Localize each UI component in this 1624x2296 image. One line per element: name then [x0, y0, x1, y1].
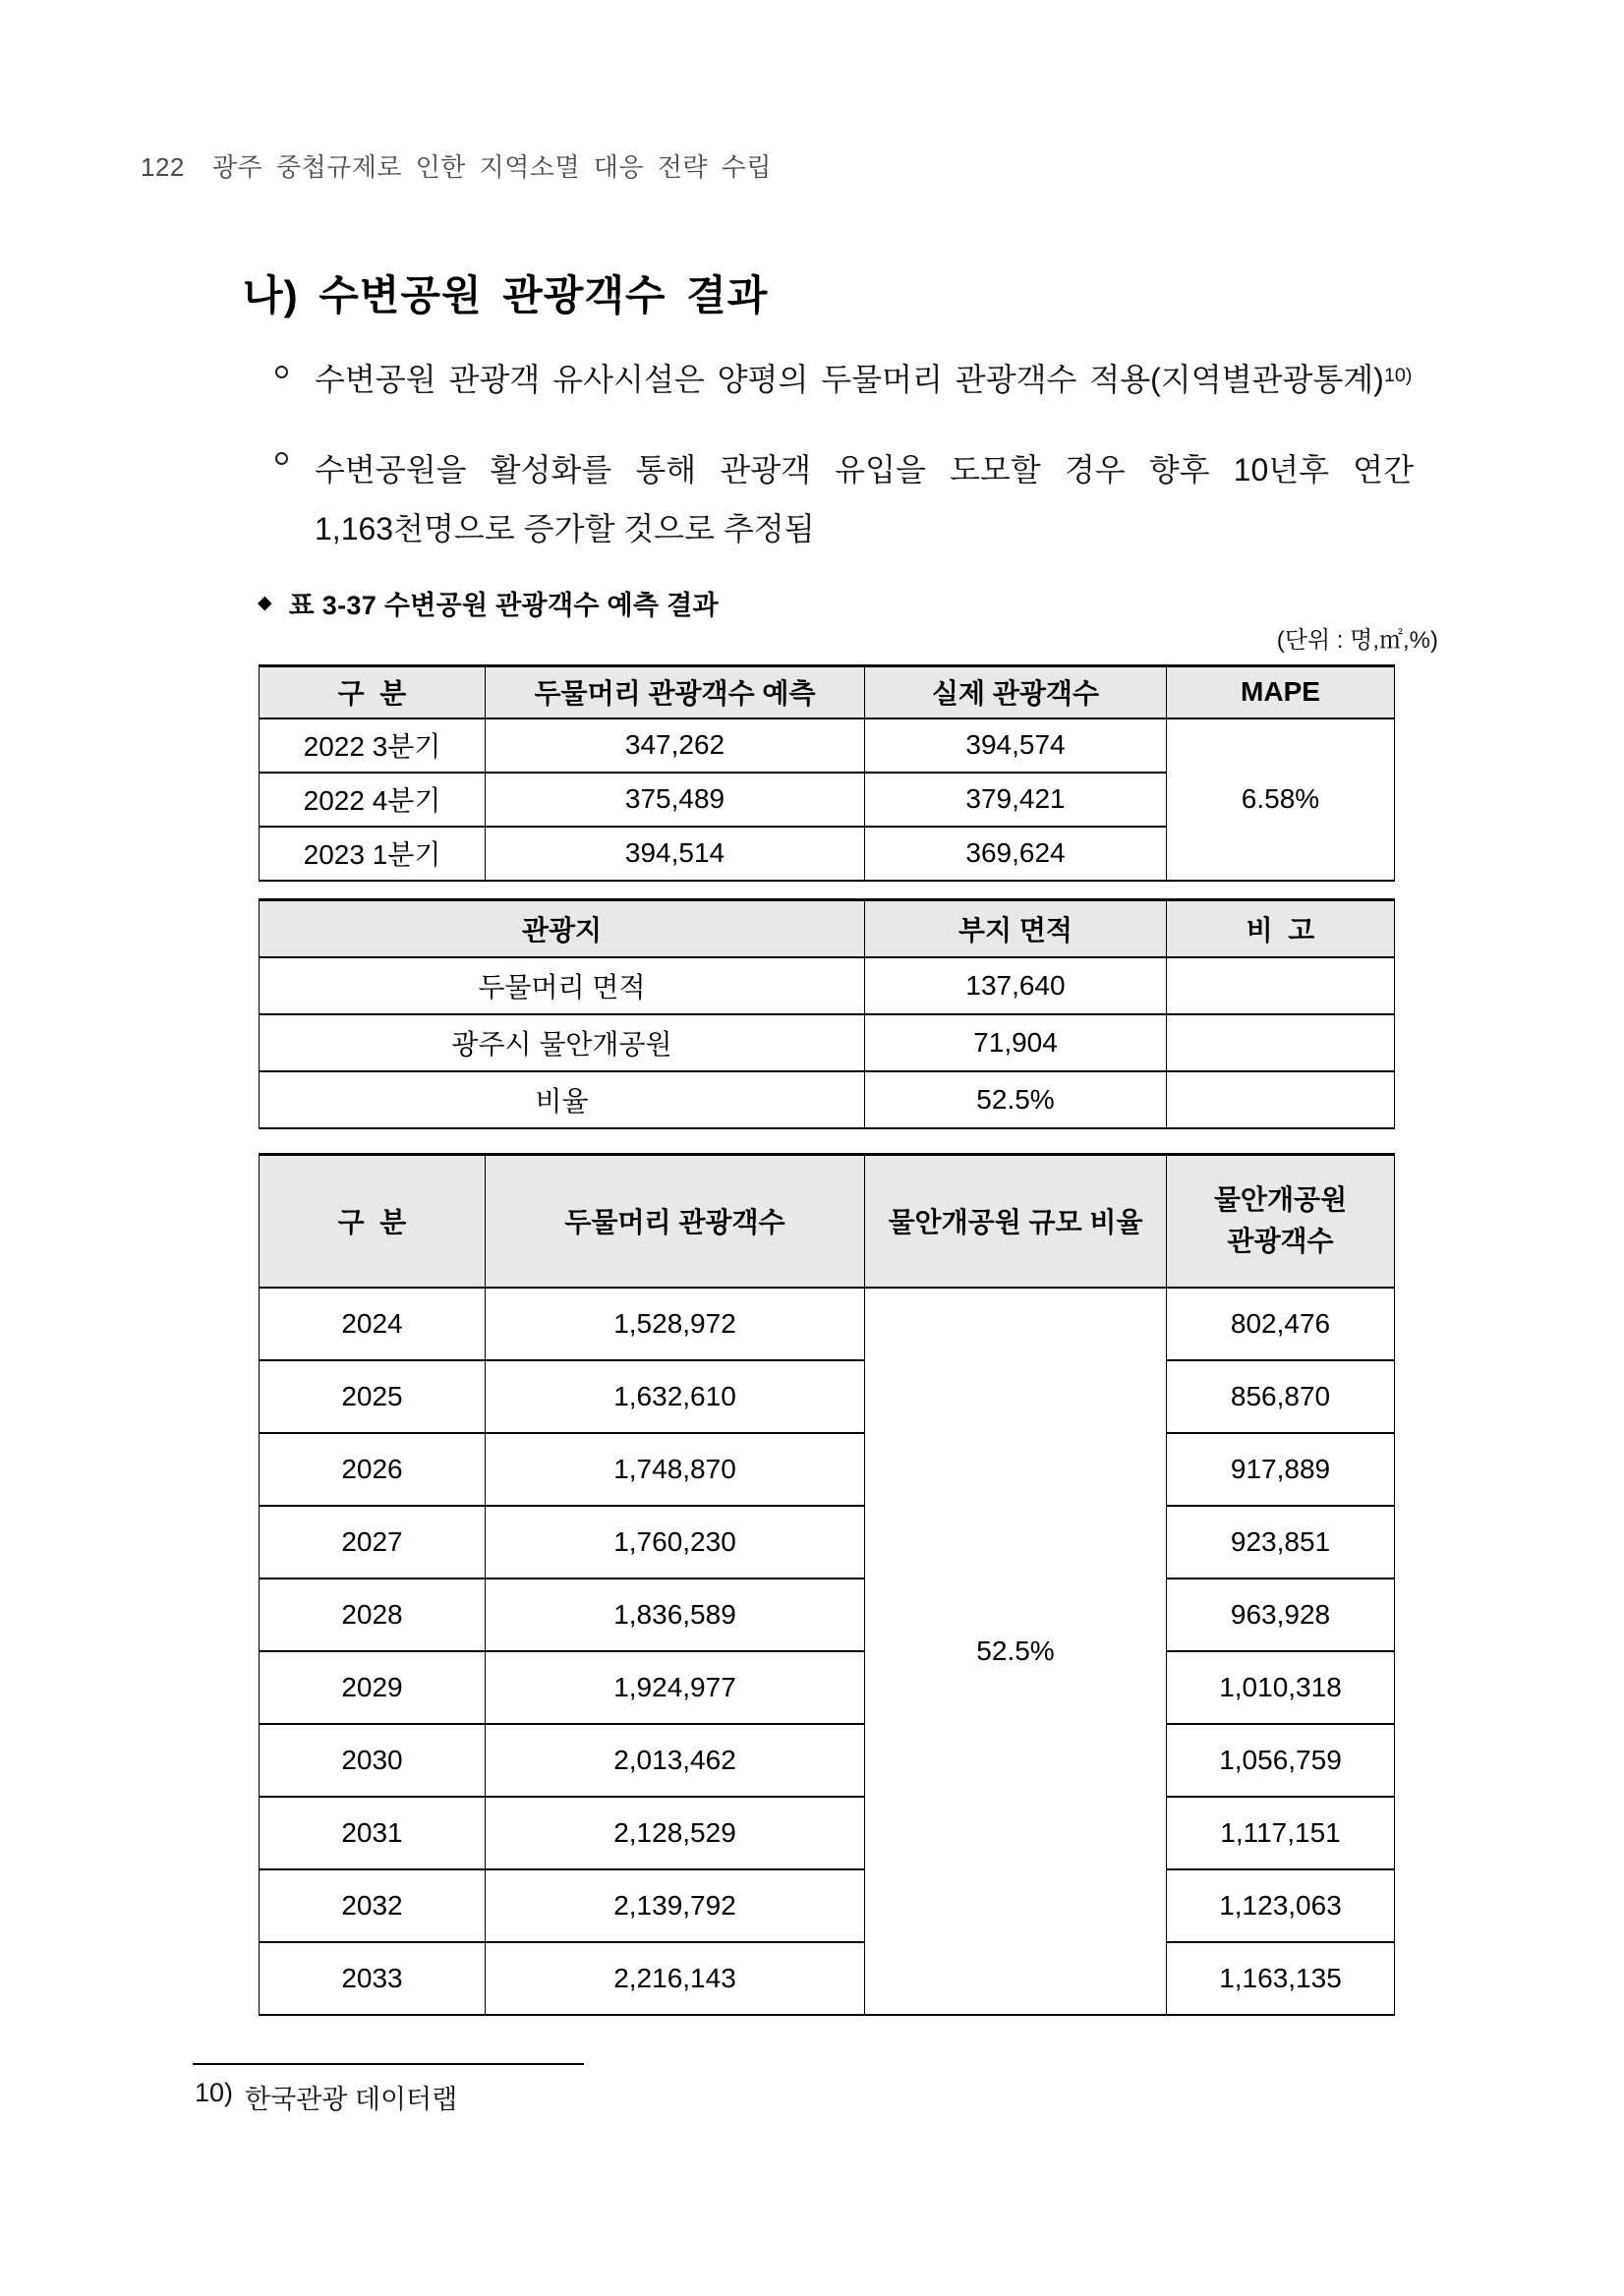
cell-mape-merged: 6.58% [1167, 718, 1395, 881]
cell-site: 비율 [260, 1071, 865, 1128]
cell-year: 2031 [260, 1797, 486, 1869]
cell-dumulmeori: 2,139,792 [486, 1869, 865, 1942]
cell-area: 71,904 [865, 1014, 1167, 1071]
cell-year: 2028 [260, 1578, 486, 1651]
col-header-site: 관광지 [260, 900, 865, 957]
table-row [260, 957, 1395, 1014]
footnote [195, 2078, 457, 2116]
cell-forecast: 347,262 [486, 718, 865, 773]
table-caption [258, 584, 719, 622]
table-row [260, 1869, 1395, 1942]
table-visitor-projection [259, 1153, 1395, 2016]
cell-dumulmeori: 1,748,870 [486, 1433, 865, 1506]
bullet-text [315, 440, 1414, 558]
table-row [260, 718, 1395, 773]
bullet-item [275, 354, 1413, 401]
table-row [260, 1360, 1395, 1433]
cell-period: 2022 4분기 [260, 773, 486, 827]
unit-note: (단위 : 명,㎡,%) [1276, 627, 1438, 654]
col-header-ratio: 물안개공원 규모 비율 [865, 1155, 1167, 1288]
cell-year: 2027 [260, 1506, 486, 1578]
header-line-2: 관광객수 [1227, 1226, 1334, 1257]
cell-period: 2022 3분기 [260, 718, 486, 773]
cell-year: 2024 [260, 1288, 486, 1360]
col-header-forecast: 두물머리 관광객수 예측 [486, 666, 865, 718]
cell-year: 2026 [260, 1433, 486, 1506]
cell-ratio-merged: 52.5% [865, 1288, 1167, 2015]
cell-year: 2032 [260, 1869, 486, 1942]
table-row [260, 1724, 1395, 1797]
running-header [141, 147, 772, 184]
section-title: 나) 수변공원 관광객수 결과 [243, 272, 769, 318]
cell-forecast: 375,489 [486, 773, 865, 827]
cell-site: 광주시 물안개공원 [260, 1014, 865, 1071]
cell-site: 두물머리 면적 [260, 957, 865, 1014]
col-header-category: 구 분 [260, 666, 486, 718]
cell-period: 2023 1분기 [260, 827, 486, 881]
cell-dumulmeori: 1,632,610 [486, 1360, 865, 1433]
col-header-remark: 비 고 [1167, 900, 1395, 957]
table-row [260, 1288, 1395, 1360]
cell-park-visitors: 917,889 [1167, 1433, 1395, 1506]
table-row [260, 1578, 1395, 1651]
table-row [260, 1071, 1395, 1128]
cell-park-visitors: 923,851 [1167, 1506, 1395, 1578]
table-row [260, 1797, 1395, 1869]
cell-year: 2033 [260, 1942, 486, 2015]
cell-forecast: 394,514 [486, 827, 865, 881]
cell-park-visitors: 1,056,759 [1167, 1724, 1395, 1797]
cell-dumulmeori: 1,924,977 [486, 1651, 865, 1724]
header-line-1: 물안개공원 [1213, 1184, 1348, 1216]
table-row [260, 1014, 1395, 1071]
table-row [260, 1651, 1395, 1724]
cell-park-visitors: 1,117,151 [1167, 1797, 1395, 1869]
bullet-item [275, 440, 1414, 558]
bullet-circle-icon [275, 452, 288, 465]
cell-dumulmeori: 1,528,972 [486, 1288, 865, 1360]
diamond-icon: ◆ [258, 593, 272, 613]
col-header-mape: MAPE [1167, 666, 1395, 718]
footnote-reference: 10) [1383, 365, 1413, 386]
col-header-dumulmeori: 두물머리 관광객수 [486, 1155, 865, 1288]
table-site-area [259, 898, 1395, 1129]
cell-park-visitors: 1,123,063 [1167, 1869, 1395, 1942]
cell-remark [1167, 1071, 1395, 1128]
footnote-text: 한국관광 데이터랩 [245, 2085, 458, 2114]
bullet-2-line2: 1,163천명으로 증가할 것으로 추정됨 [315, 511, 815, 546]
cell-dumulmeori: 2,013,462 [486, 1724, 865, 1797]
cell-park-visitors: 802,476 [1167, 1288, 1395, 1360]
table-header-row [260, 1155, 1395, 1288]
cell-year: 2030 [260, 1724, 486, 1797]
document-title: 광주 중첩규제로 인한 지역소멸 대응 전략 수립 [211, 152, 772, 182]
cell-area: 52.5% [865, 1071, 1167, 1128]
cell-park-visitors: 856,870 [1167, 1360, 1395, 1433]
cell-dumulmeori: 1,760,230 [486, 1506, 865, 1578]
cell-area: 137,640 [865, 957, 1167, 1014]
table-row [260, 1433, 1395, 1506]
cell-year: 2025 [260, 1360, 486, 1433]
table-caption-label: 표 3-37 수변공원 관광객수 예측 결과 [288, 591, 719, 620]
footnote-number: 10) [195, 2078, 234, 2107]
col-header-park-visitors [1167, 1155, 1395, 1288]
table-row [260, 1506, 1395, 1578]
cell-park-visitors: 1,010,318 [1167, 1651, 1395, 1724]
cell-park-visitors: 963,928 [1167, 1578, 1395, 1651]
cell-dumulmeori: 2,128,529 [486, 1797, 865, 1869]
bullet-1-text: 수변공원 관광객 유사시설은 양평의 두물머리 관광객수 적용(지역별관광통계) [315, 362, 1384, 397]
col-header-year: 구 분 [260, 1155, 486, 1288]
cell-year: 2029 [260, 1651, 486, 1724]
bullet-2-line1: 수변공원을 활성화를 통해 관광객 유입을 도모할 경우 향후 10년후 연간 [315, 452, 1414, 488]
cell-actual: 379,421 [865, 773, 1167, 827]
page-number: 122 [141, 152, 185, 182]
cell-remark [1167, 957, 1395, 1014]
col-header-area: 부지 면적 [865, 900, 1167, 957]
cell-park-visitors: 1,163,135 [1167, 1942, 1395, 2015]
footnote-divider [193, 2063, 584, 2065]
bullet-text [315, 354, 1413, 401]
cell-remark [1167, 1014, 1395, 1071]
table-header-row [260, 666, 1395, 718]
cell-actual: 394,574 [865, 718, 1167, 773]
cell-actual: 369,624 [865, 827, 1167, 881]
table-forecast-accuracy [259, 664, 1395, 882]
table-header-row [260, 900, 1395, 957]
col-header-actual: 실제 관광객수 [865, 666, 1167, 718]
cell-dumulmeori: 1,836,589 [486, 1578, 865, 1651]
cell-dumulmeori: 2,216,143 [486, 1942, 865, 2015]
table-row [260, 1942, 1395, 2015]
bullet-circle-icon [275, 366, 288, 378]
